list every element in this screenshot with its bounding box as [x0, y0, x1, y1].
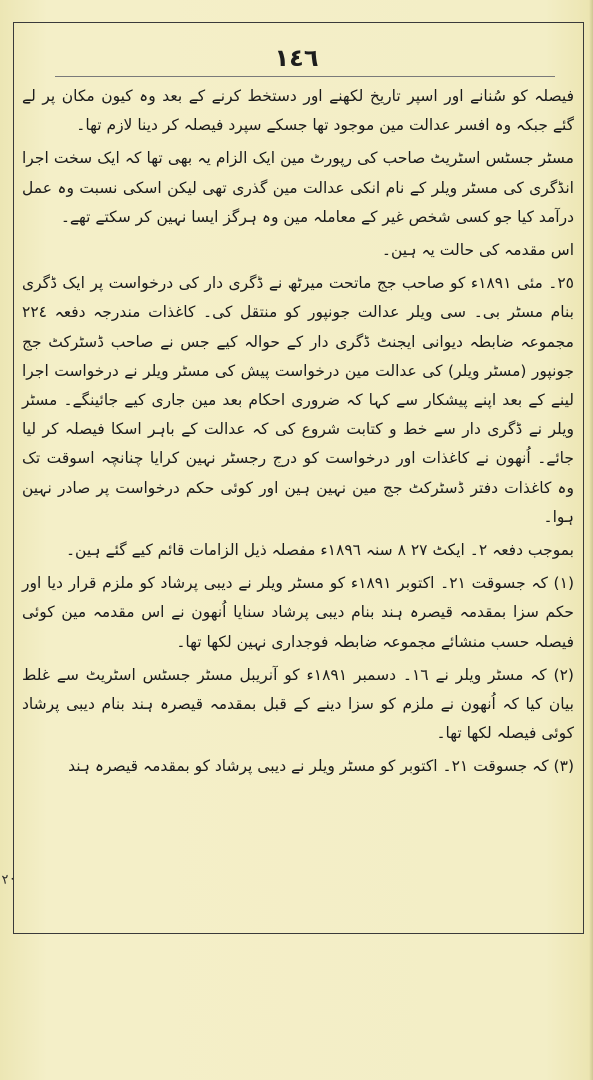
paragraph-3: اس مقدمہ کی حالت یہ ہین۔	[381, 241, 574, 260]
paragraph-4: ٢٥۔ مئی ١٨٩١ء کو صاحب جج ماتحت میرٹھ نے ڈگری دار کی درخواست پر ایک ڈگری بنام مسٹر بی۔ سی ویلر عدالت جونپور کو منتقل کی۔ کاغذات مندرجہ دفعہ ٢٢٤ مجموعہ ضابطہ دیوانی ایجنٹ ڈگری دار کے حوالہ کیے جس نے صاحب ڈسٹرکٹ جج جونپور (مسٹر ویلر) کی عدالت مین درخواست پیش کی مسٹر ویلر نے درخواست اجرا لینے کے بعد اپنے پیشکار سے کہا کہ ضروری احکام بعد مین جاری کیے جائینگے۔ مسٹر ویلر نے ڈگری دار سے خط و کتابت شروع کی کہ عدالت کے باہر اسکا فیصلہ کر لیا جائے۔ اُنھون نے کاغذات اور درخواست کو درج رجسٹر نہین کرایا چنانچہ اسوقت تک وہ کاغذات دفتر ڈسٹرکٹ جج مین نہین ہین اور کوئی حکم درخواست پر صادر نہین ہوا۔	[22, 274, 575, 526]
paragraph-2: مسٹر جسٹس اسٹریٹ صاحب کی رپورٹ مین ایک الزام یہ بھی تھا کہ ایک سخت اجرا انڈگری کی مسٹر ویلر کے نام انکی عدالت مین گذری تھی لیکن اسکی نسبت وہ عمل درآمد کیا جو کسی شخص غیر کے معاملہ مین وہ ہرگز ایسا نہین کر سکتے تھے۔	[22, 149, 574, 226]
page-edge-shadow	[589, 0, 593, 1080]
margin-note: ٢٠	[0, 870, 18, 889]
page-number: ١٤٦	[274, 44, 319, 72]
paragraph-8: (٣) کہ جسوقت ٢١۔ اکتوبر کو مسٹر ویلر نے دیبی پرشاد کو بمقدمہ قیصرہ ہند	[68, 757, 574, 776]
paragraph-6: (١) کہ جسوقت ٢١۔ اکتوبر ١٨٩١ء کو مسٹر ویلر نے دیبی پرشاد کو ملزم قرار دیا اور حکم سزا بمقدمہ قیصرہ ہند بنام دیبی پرشاد سنایا اُنھون نے اس مقدمہ مین کوئی فیصلہ حسب منشائے مجموعہ ضابطہ فوجداری نہین لکھا تھا۔	[22, 574, 574, 651]
header-rule	[55, 76, 555, 77]
paragraph-5: بموجب دفعہ ٢۔ ایکٹ ٢٧ ٨ سنہ ١٨٩٦ء مفصلہ ذیل الزامات قائم کیے گئے ہین۔	[65, 541, 574, 560]
page-body	[22, 82, 574, 782]
paragraph-7: (٢) کہ مسٹر ویلر نے ١٦۔ دسمبر ١٨٩١ء کو آنریبل مسٹر جسٹس اسٹریٹ سے غلط بیان کیا کہ اُنھون نے ملزم کو سزا دینے کے قبل بمقدمہ قیصرہ ہند بنام دیبی پرشاد کوئی فیصلہ لکھا تھا۔	[22, 665, 574, 743]
paragraph-1: فیصلہ کو سُنانے اور اسپر تاریخ لکھنے اور دستخط کرنے کے بعد وہ کیون مکان پر لے گئے جبکہ وہ افسر عدالت مین موجود تھا جسکے سپرد فیصلہ کر دینا لازم تھا۔	[22, 87, 574, 135]
